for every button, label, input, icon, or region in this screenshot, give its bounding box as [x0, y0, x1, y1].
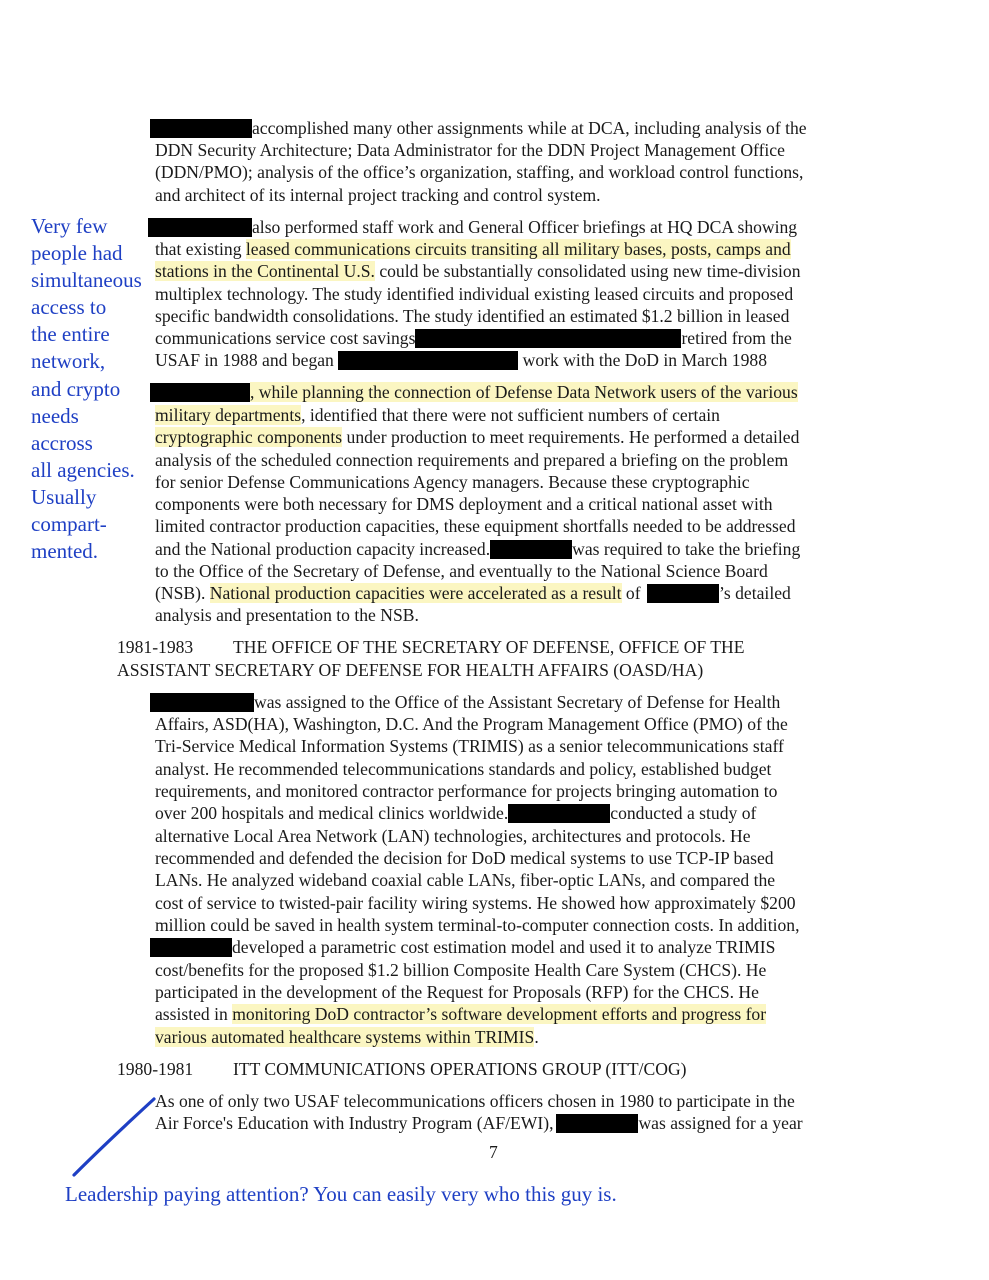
- margin-note-line: network,: [31, 349, 106, 373]
- highlight: military departments: [155, 405, 302, 425]
- p3-line: [150, 381, 798, 403]
- p2-line: specific bandwidth consolidations. The study identified an estimated $1.2 billion in leased: [155, 306, 790, 326]
- p2-line: that existing leased communications circuits transiting all military bases, posts, camps and: [155, 239, 791, 259]
- pen-stroke: [68, 1095, 160, 1179]
- p4-line: was assigned to the Office of the Assistant Secretary of Defense for Health: [150, 691, 780, 713]
- p3-line: military departments, identified that there were not sufficient numbers of certain: [155, 405, 720, 425]
- p4-line: participated in the development of the Request for Proposals (RFP) for the CHCS. He: [155, 982, 759, 1002]
- p3-line: analysis and presentation to the NSB.: [155, 605, 419, 625]
- redaction-bar: [150, 693, 254, 712]
- p3-line: and the National production capacity increased. was required to take the briefing: [155, 539, 801, 559]
- highlight: various automated healthcare systems within TRIMIS: [155, 1027, 535, 1047]
- p4-line: assisted in monitoring DoD contractor’s software development efforts and progress for: [155, 1004, 767, 1024]
- p3-line: to the Office of the Secretary of Defense, and eventually to the National Science Board: [155, 561, 768, 581]
- p2-line: multiplex technology. The study identified individual existing leased circuits and proposed: [155, 284, 794, 304]
- redaction-bar: [490, 540, 572, 559]
- p3-line: analysis of the scheduled connection requirements and prepared a briefing on the problem: [155, 450, 789, 470]
- p5-line: As one of only two USAF telecommunications officers chosen in 1980 to participate in the: [155, 1091, 795, 1111]
- redaction-bar: [508, 804, 610, 823]
- redaction-bar: [338, 351, 518, 370]
- p3-line: (NSB). National production capacities were accelerated as a result of ’s detailed: [155, 583, 791, 603]
- margin-note-line: access to: [31, 295, 107, 319]
- highlight: stations in the Continental U.S.: [155, 261, 375, 281]
- margin-note-line: simultaneous: [31, 268, 142, 292]
- margin-note-line: people had: [31, 241, 123, 265]
- p4-line: cost of service to twisted-pair facility wiring systems. He showed how approximately $200: [155, 893, 796, 913]
- section-title: ITT COMMUNICATIONS OPERATIONS GROUP (ITT/COG): [233, 1059, 687, 1079]
- p3-line: for senior Defense Communications Agency managers. Because these cryptographic: [155, 472, 750, 492]
- redaction-bar: [556, 1114, 638, 1133]
- margin-note-line: accross: [31, 431, 93, 455]
- p4-line: cost/benefits for the proposed $1.2 billion Composite Health Care System (CHCS). He: [155, 960, 767, 980]
- redaction-bar: [647, 584, 719, 603]
- p1-line: accomplished many other assignments while at DCA, including analysis of the: [150, 117, 807, 139]
- p3-line: limited contractor production capacities, these equipment shortfalls needed to be addressed: [155, 516, 796, 536]
- p4-line: Tri-Service Medical Information Systems (TRIMIS) as a senior telecommunications staff: [155, 736, 784, 756]
- margin-note-line: compart-: [31, 512, 107, 536]
- section-years: 1980-1981: [117, 1059, 194, 1079]
- p4-line: recommended and defended the decision for DoD medical systems to use TCP-IP based: [155, 848, 774, 868]
- p1-line: DDN Security Architecture; Data Administrator for the DDN Project Management Office: [155, 140, 785, 160]
- redaction-bar: [150, 119, 252, 138]
- p2-line: communications service cost savings retired from the: [155, 328, 792, 348]
- highlight: , while planning the connection of Defense Data Network users of the various: [250, 382, 798, 402]
- redaction-bar: [415, 329, 681, 348]
- p4-line: over 200 hospitals and medical clinics worldwide. conducted a study of: [155, 803, 757, 823]
- page-number: 7: [489, 1142, 498, 1162]
- p5-line: Air Force's Education with Industry Program (AF/EWI), was assigned for a year: [155, 1113, 803, 1133]
- margin-note-line: needs: [31, 404, 79, 428]
- section-title: ASSISTANT SECRETARY OF DEFENSE FOR HEALTH AFFAIRS (OASD/HA): [117, 660, 704, 680]
- section-years: 1981-1983: [117, 637, 194, 657]
- highlight: monitoring DoD contractor’s software development efforts and progress for: [232, 1004, 767, 1024]
- highlight: cryptographic components: [155, 427, 343, 447]
- p4-line: million could be saved in health system terminal-to-computer connection costs. In addition,: [155, 915, 800, 935]
- margin-note-line: Very few: [31, 214, 108, 238]
- section-title: THE OFFICE OF THE SECRETARY OF DEFENSE, OFFICE OF THE: [233, 637, 745, 657]
- p4-line: LANs. He analyzed wideband coaxial cable LANs, fiber-optic LANs, and compared the: [155, 870, 776, 890]
- p4-line: requirements, and monitored contractor performance for projects bringing automation to: [155, 781, 778, 801]
- p2-line: USAF in 1988 and began work with the DoD in March 1988: [155, 350, 767, 370]
- redaction-bar: [150, 938, 232, 957]
- p1-line: (DDN/PMO); analysis of the office’s organization, staffing, and workload control functions,: [155, 162, 804, 182]
- highlight: leased communications circuits transiting all military bases, posts, camps and: [245, 239, 791, 259]
- margin-note-line: the entire: [31, 322, 110, 346]
- margin-note-line: all agencies.: [31, 458, 135, 482]
- redaction-bar: [150, 383, 250, 402]
- p4-line: alternative Local Area Network (LAN) technologies, architectures and protocols. He: [155, 826, 751, 846]
- p4-line: analyst. He recommended telecommunications standards and policy, established budget: [155, 759, 772, 779]
- redaction-bar: [148, 218, 252, 237]
- margin-note-line: and crypto: [31, 377, 121, 401]
- p4-line: Affairs, ASD(HA), Washington, D.C. And the Program Management Office (PMO) of the: [155, 714, 788, 734]
- margin-note-line: mented.: [31, 539, 99, 563]
- p3-line: cryptographic components under production to meet requirements. He performed a detailed: [155, 427, 800, 447]
- margin-note-line: Usually: [31, 485, 97, 509]
- highlight: National production capacities were accelerated as a result: [209, 583, 622, 603]
- p4-line: various automated healthcare systems within TRIMIS.: [155, 1027, 539, 1047]
- p4-line: developed a parametric cost estimation model and used it to analyze TRIMIS: [150, 936, 775, 958]
- p2-line: also performed staff work and General Officer briefings at HQ DCA showing: [148, 216, 797, 238]
- p1-line: and architect of its internal project tracking and control system.: [155, 185, 601, 205]
- bottom-annotation: Leadership paying attention? You can easily very who this guy is.: [65, 1182, 617, 1206]
- p2-line: stations in the Continental U.S. could be substantially consolidated using new time-division: [155, 261, 801, 281]
- p3-line: components were both necessary for DMS deployment and a critical national asset with: [155, 494, 773, 514]
